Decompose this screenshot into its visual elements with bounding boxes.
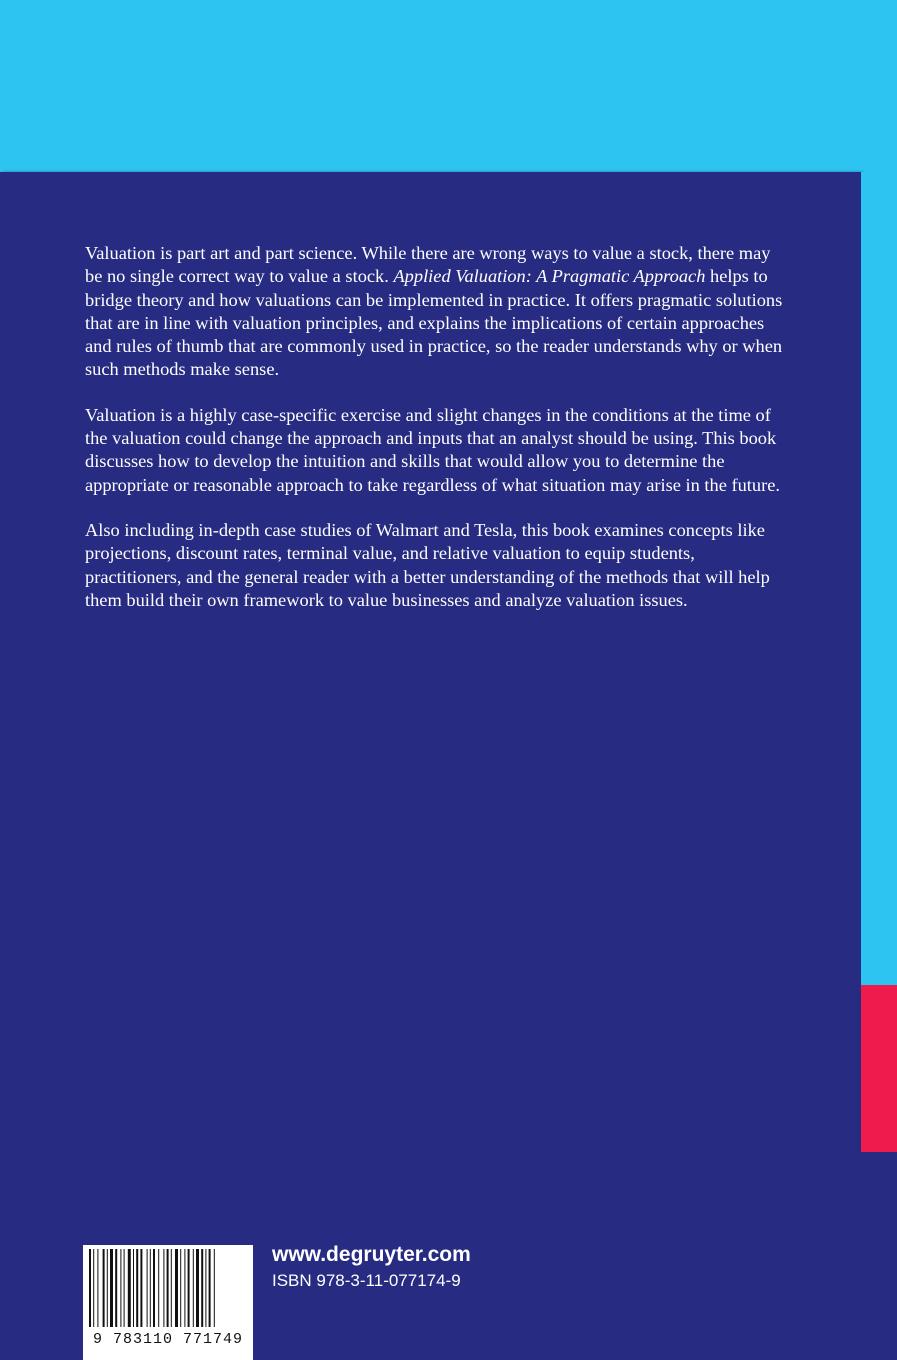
barcode-digits: 9 783110 771749 [92, 1331, 244, 1348]
right-pink-strip [861, 985, 897, 1152]
isbn-barcode [83, 1245, 253, 1360]
book-blurb [85, 242, 785, 634]
publisher-info [272, 1242, 471, 1292]
right-navy-strip [861, 1152, 897, 1360]
right-cyan-strip [861, 172, 897, 985]
blurb-paragraph-3: Also including in-depth case studies of Walmart and Tesla, this book examines concepts like projections, discount rates, terminal value, and relative valuation to equip students, practitioners, and the general reader with a better understanding of the methods that will help them build their own framework to value businesses and analyze valuation issues. [85, 519, 770, 610]
top-cyan-band [0, 0, 897, 172]
isbn-text: ISBN 978-3-11-077174-9 [272, 1271, 461, 1290]
blurb-paragraph-1: Valuation is part art and part science. While there are wrong ways to value a stock, there may be no single correct way to value a stock. Applied Valuation: A Pragmatic Approach helps to bridge theory and how valuations can be implemented in practice. It offers pragmatic solutions that are in line with valuation principles, and explains the implications of certain approaches and rules of thumb that are commonly used in practice, so the reader understands why or when such methods make sense. [85, 243, 783, 380]
barcode-bars [87, 1249, 249, 1329]
blurb-paragraph-2: Valuation is a highly case-specific exercise and slight changes in the conditions at the time of the valuation could change the approach and inputs that an analyst should be using. This book discusses how to develop the intuition and skills that would allow you to determine the appropriate or reasonable approach to take regardless of what situation may arise in the future. [85, 404, 781, 495]
publisher-url[interactable]: www.degruyter.com [272, 1243, 471, 1266]
book-title-italic: Applied Valuation: A Pragmatic Approach [393, 266, 706, 287]
